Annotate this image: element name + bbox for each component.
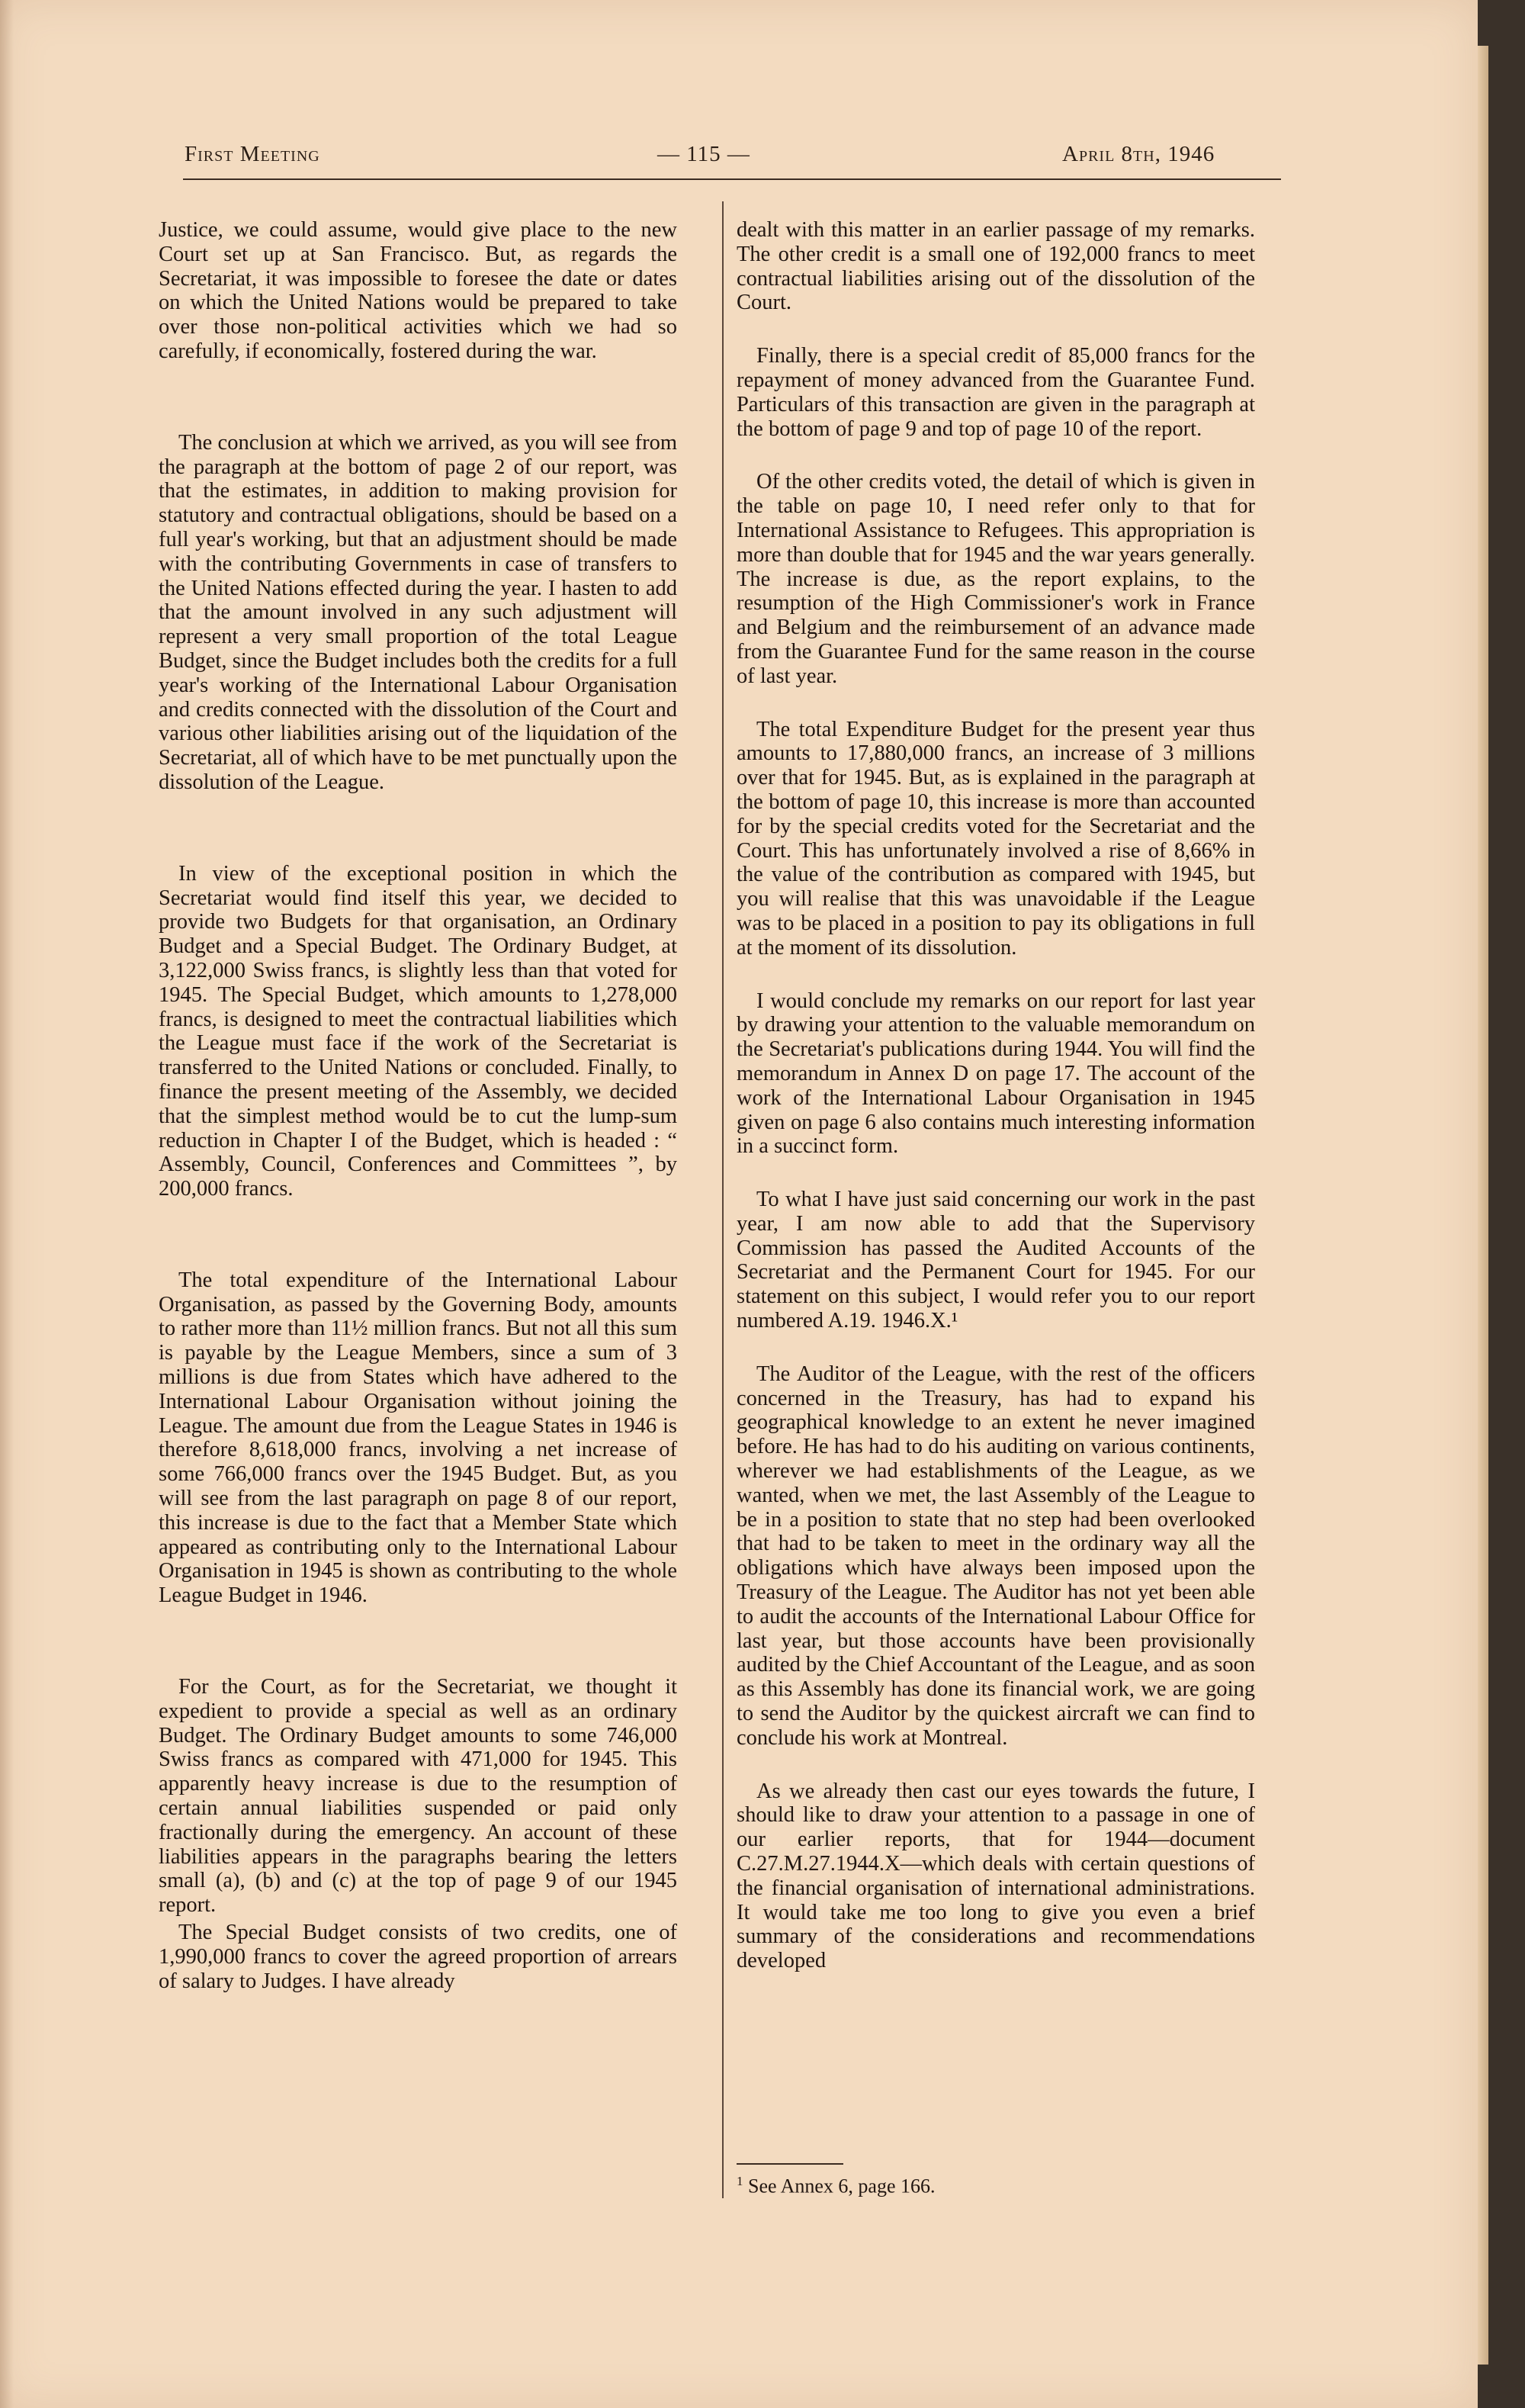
paragraph: Finally, there is a special credit of 85,000 francs for the repayment of money advanced from the Guarantee Fund. Particulars of this transaction are given in the paragraph at the bottom of page 9 and top of page 10 of the report. (737, 344, 1255, 441)
binding-shadow (0, 0, 14, 2408)
paragraph: The Special Budget consists of two credits, one of 1,990,000 francs to cover the agreed proportion of arrears of salary to Judges. I have already (159, 1921, 677, 1993)
footnote (737, 2174, 936, 2198)
column-divider (722, 201, 724, 2198)
left-column (159, 218, 677, 1993)
paragraph: The total expenditure of the International Labour Organisation, as passed by the Governing Body, amounts to rather more than 11½ million francs. But not all this sum is payable by the League Members, since a sum of 3 millions is due from States which have adhered to the International Labour Organisation without joining the League. The amount due from the League States in 1946 is therefore 8,618,000 francs, involving a net increase of some 766,000 francs over the 1945 Budget. But, as you will see from the last paragraph on page 8 of our report, this increase is due to the fact that a Member State which appeared as contributing only to the International Labour Organisation in 1945 is shown as contributing to the whole League Budget in 1946. (159, 1268, 677, 1608)
paragraph: The total Expenditure Budget for the present year thus amounts to 17,880,000 francs, an increase of 3 millions over that for 1945. But, as is explained in the paragraph at the bottom of page 10, this increase is more than accounted for by the special credits voted for the Secretariat and the Court. This has unfortunately involved a rise of 8,66% in the value of the contribution as compared with 1945, but you will realise that this was unavoidable if the League was to be placed in a position to pay its obligations in full at the moment of its dissolution. (737, 717, 1255, 960)
running-header-right: April 8th, 1946 (1062, 142, 1215, 166)
page-number: — 115 — (657, 142, 750, 166)
paragraph: In view of the exceptional position in which the Secretariat would find itself this year, we decided to provide two Budgets for that organisation, an Ordinary Budget and a Special Budget. The Ordinary Budget, at 3,122,000 Swiss francs, is slightly less than that voted for 1945. The Special Budget, which amounts to 1,278,000 francs, is designed to meet the contractual liabilities which the League must face if the work of the Secretariat is transferred to the United Nations or concluded. Finally, to finance the present meeting of the Assembly, we decided that the simplest method would be to cut the lump-sum reduction in Chapter I of the Budget, which is headed : “ Assembly, Council, Conferences and Committees ”, by 200,000 francs. (159, 861, 677, 1201)
paragraph: dealt with this matter in an earlier passage of my remarks. The other credit is a small one of 192,000 francs to meet contractual liabilities arising out of the dissolution of the Court. (737, 218, 1255, 315)
paragraph: The Auditor of the League, with the rest of the officers concerned in the Treasury, has had to expand his geographical knowledge to an extent he never imagined before. He has had to do his auditing on various continents, wherever we had establishments of the League, as we wanted, when we met, the last Assembly of the League to be in a position to state that no step had been overlooked that had to be taken to meet in the ordinary way all the obligations which have always been imposed upon the Treasury of the League. The Auditor has not yet been able to audit the accounts of the International Labour Office for last year, but those accounts have been provisionally audited by the Chief Accountant of the League, and as soon as this Assembly has done its financial work, we are going to send the Auditor by the quickest aircraft we can find to conclude his work at Montreal. (737, 1362, 1255, 1750)
paragraph: Of the other credits voted, the detail of which is given in the table on page 10, I need refer only to that for International Assistance to Refugees. This appropriation is more than double that for 1945 and the war years generally. The increase is due, as the report explains, to the resumption of the High Commissioner's work in France and Belgium and the reimbursement of an advance made from the Guarantee Fund for the same reason in the course of last year. (737, 470, 1255, 688)
footnote-marker: 1 (737, 2174, 743, 2188)
page-edge (1478, 46, 1488, 2365)
footnote-text: See Annex 6, page 166. (748, 2175, 936, 2197)
paragraph: To what I have just said concerning our work in the past year, I am now able to add that the Supervisory Commission has passed the Audited Accounts of the Secretariat and the Permanent Court for 1945. For our statement on this subject, I would refer you to our report numbered A.19. 1946.X.¹ (737, 1188, 1255, 1333)
footnote-rule (737, 2163, 843, 2165)
running-header-left: First Meeting (185, 142, 320, 166)
paragraph: The conclusion at which we arrived, as you will see from the paragraph at the bottom of page 2 of our report, was that the estimates, in addition to making provision for statutory and contractual obligations, should be based on a full year's working, but that an adjustment should be made with the contributing Governments in case of transfers to the United Nations effected during the year. I hasten to add that the amount involved in any such adjustment will represent a very small proportion of the total League Budget, since the Budget includes both the credits for a full year's working of the International Labour Organisation and credits connected with the dissolution of the Court and various other liabilities arising out of the liquidation of the Secretariat, all of which have to be met punctually upon the dissolution of the League. (159, 430, 677, 794)
right-column (737, 218, 1255, 1973)
paragraph: Justice, we could assume, would give place to the new Court set up at San Francisco. But, as regards the Secretariat, it was impossible to foresee the date or dates on which the United Nations would be prepared to take over those non-political activities which we had so carefully, if economically, fostered during the war. (159, 218, 677, 363)
paragraph: I would conclude my remarks on our report for last year by drawing your attention to the valuable memorandum on the Secretariat's publications during 1944. You will find the memorandum in Annex D on page 17. The account of the work of the International Labour Organisation in 1945 given on page 6 also contains much interesting information in a succinct form. (737, 989, 1255, 1159)
header-rule (183, 178, 1281, 180)
paragraph: As we already then cast our eyes towards the future, I should like to draw your attention to a passage in one of our earlier reports, that for 1944—document C.27.M.27.1944.X—which deals with certain questions of the financial organisation of international administrations. It would take me too long to give you even a brief summary of the considerations and recommendations developed (737, 1779, 1255, 1973)
paragraph: For the Court, as for the Secretariat, we thought it expedient to provide a special as well as an ordinary Budget. The Ordinary Budget amounts to some 746,000 Swiss francs as compared with 471,000 for 1945. This apparently heavy increase is due to the resumption of certain annual liabilities suspended or paid only fractionally during the emergency. An account of these liabilities appears in the paragraphs bearing the letters small (a), (b) and (c) at the top of page 9 of our 1945 report. (159, 1675, 677, 1918)
